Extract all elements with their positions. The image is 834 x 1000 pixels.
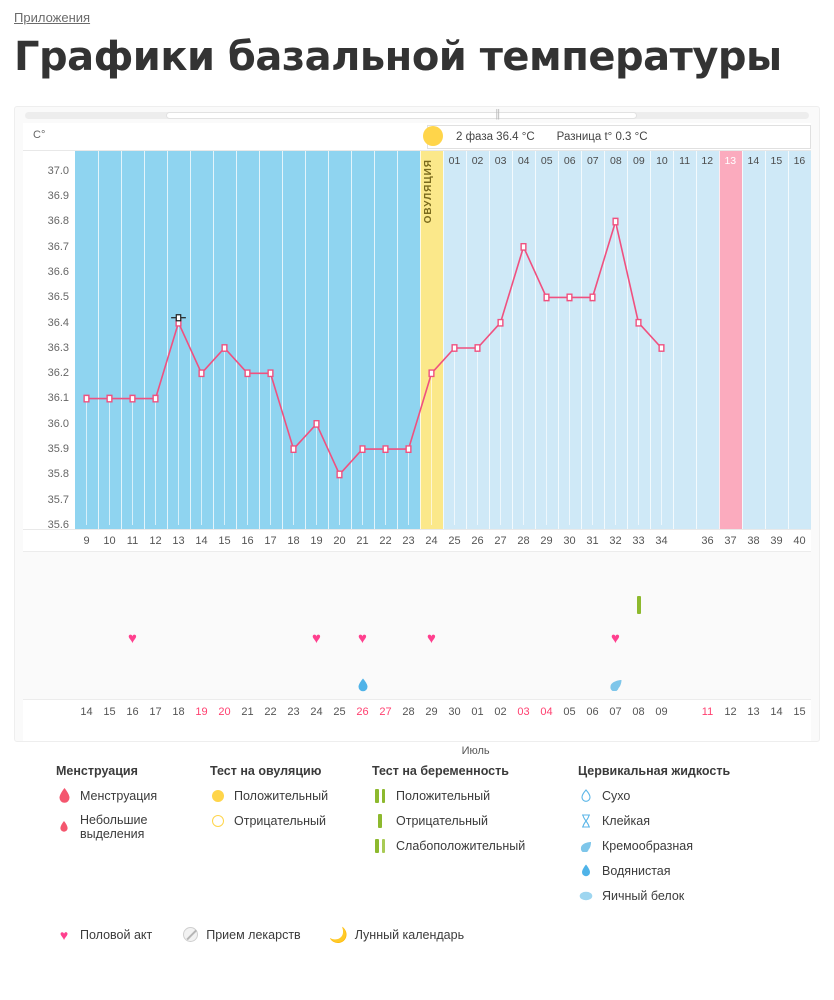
cycle-day-cell[interactable]: 25 [448,534,461,547]
cycle-day-cell[interactable]: 14 [195,534,208,547]
top-day-number: 14 [747,154,760,167]
cycle-day-cell[interactable]: 31 [586,534,599,547]
one-bar-icon [372,813,388,829]
data-point[interactable] [544,294,549,300]
horizontal-scrollbar[interactable] [15,107,819,123]
data-point[interactable] [521,243,526,249]
legend-item-creamy [578,838,740,854]
legend-item-pregtest-positive [372,788,560,804]
legend-label: Сухо [602,788,631,803]
cycle-day-cell[interactable]: 10 [103,534,116,547]
data-point[interactable] [268,370,273,376]
y-axis-tick: 36.8 [47,215,69,228]
legend-label: Слабоположительный [396,838,526,853]
legend-item-pregtest-negative [372,813,560,829]
legend-label: Кремообразная [602,838,693,853]
date-cell[interactable]: 07 [609,705,622,718]
y-axis-unit-label: C° [33,128,46,141]
y-axis-tick: 36.4 [47,316,69,329]
legend-title-pregnancy-test: Тест на беременность [372,763,509,778]
top-day-number: 07 [586,154,599,167]
breadcrumb-link-apps[interactable]: Приложения [14,10,91,25]
phase-label: 2 фаза 36.4 °C [456,130,535,143]
y-axis-tick: 36.1 [47,392,69,405]
legend-label: Положительный [396,788,491,803]
y-axis-tick: 36.9 [47,190,69,203]
month-row [23,723,811,757]
cycle-day-cell[interactable]: 26 [471,534,484,547]
event-cervical-fluid-icon[interactable] [357,678,368,697]
top-day-number: 04 [517,154,530,167]
data-point[interactable] [636,319,641,325]
data-point[interactable] [429,370,434,376]
cycle-day-cell[interactable]: 40 [793,534,806,547]
top-day-number: 06 [563,154,576,167]
top-day-number: 01 [448,154,461,167]
plot-canvas[interactable] [75,151,811,529]
date-cell[interactable]: 15 [103,705,116,718]
date-cell[interactable]: 23 [287,705,300,718]
event-intercourse-icon[interactable]: ♥ [427,629,436,647]
y-axis-tick: 35.9 [47,442,69,455]
legend-label: Яичный белок [602,888,685,903]
page-title: Графики базальной температуры [14,34,782,80]
heart-icon: ♥ [59,926,69,943]
one-and-faint-bar-icon [372,838,388,854]
cycle-day-cell[interactable]: 35 [673,530,696,551]
circle-outline-icon [210,813,226,829]
date-cell[interactable]: 27 [379,705,392,718]
event-intercourse-icon[interactable]: ♥ [358,629,367,647]
date-cell[interactable]: 30 [448,705,461,718]
data-point[interactable] [153,395,158,401]
date-cell[interactable]: 09 [655,705,668,718]
data-point[interactable] [590,294,595,300]
date-cell[interactable]: 02 [494,705,507,718]
data-point[interactable] [130,395,135,401]
top-day-number: 11 [679,154,691,167]
cycle-day-cell[interactable]: 39 [770,534,783,547]
breadcrumb [0,0,834,25]
drop-tilted-icon [578,838,594,854]
legend-title-cervical-fluid: Цервикальная жидкость [578,763,731,778]
legend-item-eggwhite [578,888,740,904]
temperature-line [75,151,811,529]
cycle-day-cell[interactable]: 36 [701,534,714,547]
date-cell[interactable]: 21 [241,705,254,718]
events-panel[interactable] [23,551,811,699]
date-cell[interactable]: 24 [310,705,323,718]
legend-item-spotting [56,813,192,841]
cycle-day-cell[interactable]: 38 [747,534,760,547]
y-axis [23,151,75,529]
circle-filled-icon [210,788,226,804]
cycle-day-cell[interactable]: 30 [563,534,576,547]
cycle-day-cell[interactable]: 29 [540,534,553,547]
data-point[interactable] [567,294,572,300]
date-cell[interactable]: 16 [126,705,139,718]
legend-item-medication [182,927,300,943]
date-cell[interactable]: 19 [195,705,208,718]
date-cell[interactable]: 26 [356,705,369,718]
top-day-number: 03 [494,154,507,167]
legend-item-lunar-calendar [331,927,464,943]
y-axis-tick: 36.0 [47,417,69,430]
data-point[interactable] [659,345,664,351]
drop-outline-icon [578,788,594,804]
date-cell[interactable]: 15 [793,705,806,718]
scrollbar-track[interactable] [25,107,809,120]
date-cell[interactable]: 10 [673,700,696,723]
legend-label: Положительный [234,788,329,803]
y-axis-tick: 36.2 [47,367,69,380]
legend-label: Небольшие выделения [80,812,148,841]
date-cell[interactable]: 13 [747,705,760,718]
legend-label: Отрицательный [396,813,489,828]
data-point[interactable] [613,218,618,224]
data-point[interactable] [406,446,411,452]
two-bars-icon [372,788,388,804]
legend-label: Клейкая [602,813,650,828]
drop-large-icon [56,788,72,804]
date-cell[interactable]: 18 [172,705,185,718]
y-axis-tick: 36.5 [47,291,69,304]
top-day-number: 09 [633,154,645,167]
pill-icon [182,927,198,943]
date-axis[interactable] [23,699,811,723]
ovulation-band-label: ОВУЛЯЦИЯ [423,158,434,224]
event-intercourse-icon[interactable]: ♥ [312,629,321,647]
event-intercourse-icon[interactable]: ♥ [128,629,137,647]
legend-label: Водянистая [602,863,671,878]
legend-item-menstruation [56,788,192,804]
legend-label: Прием лекарств [206,927,301,942]
temp-difference-label: Разница t° 0.3 °C [556,130,648,143]
drop-small-icon [56,819,72,835]
ellipse-icon [578,888,594,904]
y-axis-tick: 35.7 [47,493,69,506]
date-cell[interactable]: 25 [333,705,346,718]
legend-group-pregnancy-test [372,764,578,913]
date-cell[interactable]: 29 [425,705,438,718]
cycle-day-cell[interactable]: 34 [655,534,668,547]
data-point[interactable] [498,319,503,325]
date-cell[interactable]: 04 [540,705,553,718]
date-cell[interactable]: 22 [264,705,277,718]
date-cell[interactable]: 03 [517,705,530,718]
date-cell[interactable]: 14 [770,705,783,718]
month-label: Июль [461,744,490,757]
top-day-number: 16 [793,154,806,167]
data-point[interactable] [475,345,480,351]
moon-icon: 🌙 [329,926,349,944]
ovulation-marker-icon [423,126,443,146]
cycle-day-cell[interactable]: 18 [287,534,300,547]
date-cell[interactable]: 17 [149,705,162,718]
y-axis-tick: 35.6 [47,518,69,529]
top-day-number: 12 [701,154,714,167]
chart-header-strip [23,123,811,151]
data-point[interactable] [107,395,112,401]
event-ovulation-test-bar[interactable] [637,596,641,614]
data-point[interactable] [314,420,319,426]
event-cervical-fluid-icon[interactable] [609,678,622,696]
cycle-day-cell[interactable]: 11 [126,534,139,547]
data-point[interactable] [291,446,296,452]
cycle-day-cell[interactable]: 37 [724,534,737,547]
legend-item-intercourse [56,927,152,943]
date-cell[interactable]: 08 [632,705,645,718]
date-cell[interactable]: 11 [701,705,714,718]
legend-label: Лунный календарь [354,927,465,942]
chart-annotation-marker [171,315,186,321]
data-point[interactable] [383,446,388,452]
legend-title-menstruation: Менструация [56,763,138,778]
cycle-day-cell[interactable]: 12 [149,534,162,547]
date-cell[interactable]: 06 [586,705,599,718]
cycle-day-cell[interactable]: 22 [379,534,392,547]
y-axis-tick: 36.6 [47,265,69,278]
legend-bottom [56,927,820,943]
cycle-day-cell[interactable]: 27 [494,534,507,547]
cycle-day-cell[interactable]: 33 [632,534,645,547]
top-day-number: 10 [656,154,668,167]
legend-item-pregtest-weak [372,838,560,854]
bbt-chart[interactable] [23,123,811,757]
top-day-number: 08 [610,154,622,167]
y-axis-tick: 35.8 [47,468,69,481]
cycle-day-cell[interactable]: 13 [172,534,185,547]
date-cell[interactable]: 14 [80,705,93,718]
scrollbar-grip-icon: || [495,107,500,120]
y-axis-tick: 37.0 [47,164,69,177]
cycle-day-cell[interactable]: 16 [241,534,254,547]
phase-info-box [427,125,811,149]
date-cell[interactable]: 28 [402,705,415,718]
cycle-day-cell[interactable]: 32 [609,534,622,547]
data-point[interactable] [337,471,342,477]
cycle-day-cell[interactable]: 19 [310,534,323,547]
cycle-day-cell[interactable]: 15 [218,534,231,547]
event-intercourse-icon[interactable]: ♥ [611,629,620,647]
legend-item-dry [578,788,740,804]
chart-panel [14,106,820,757]
scrollbar-thumb[interactable] [166,112,636,119]
data-point[interactable] [245,370,250,376]
hourglass-icon [578,813,594,829]
y-axis-tick: 36.7 [47,240,69,253]
y-axis-tick: 36.3 [47,341,69,354]
cycle-day-cell[interactable]: 23 [402,534,415,547]
cycle-day-cell[interactable]: 21 [356,534,369,547]
data-point[interactable] [452,345,457,351]
data-point[interactable] [360,446,365,452]
legend-group-cervical-fluid [578,764,758,913]
legend-group-ovulation-test [210,764,372,913]
legend-label: Менструация [80,788,158,803]
legend-title-ovulation-test: Тест на овуляцию [210,763,322,778]
top-day-number: 05 [540,154,553,167]
date-cell[interactable]: 20 [218,705,231,718]
date-cell[interactable]: 12 [724,705,737,718]
cycle-day-cell[interactable]: 17 [264,534,277,547]
data-point[interactable] [199,370,204,376]
legend-item-watery [578,863,740,879]
date-cell[interactable]: 01 [471,705,484,718]
cycle-day-cell[interactable]: 24 [425,534,438,547]
legend-group-menstruation [14,764,210,913]
data-point[interactable] [222,345,227,351]
chart-plot-area[interactable] [23,151,811,529]
data-point[interactable] [84,395,89,401]
cycle-day-cell[interactable]: 20 [333,534,346,547]
top-day-number: 02 [471,154,484,167]
legend-label: Отрицательный [234,813,327,828]
legend [14,764,820,913]
cycle-day-axis[interactable] [23,529,811,551]
date-cell[interactable]: 05 [563,705,576,718]
legend-label: Половой акт [80,927,153,942]
top-day-number: 15 [770,154,783,167]
top-day-number: 13 [724,154,737,167]
legend-item-ovtest-negative [210,813,354,829]
legend-item-ovtest-positive [210,788,354,804]
drop-filled-icon [578,863,594,879]
cycle-day-cell[interactable]: 9 [83,534,90,547]
legend-item-sticky [578,813,740,829]
cycle-day-cell[interactable]: 28 [517,534,530,547]
